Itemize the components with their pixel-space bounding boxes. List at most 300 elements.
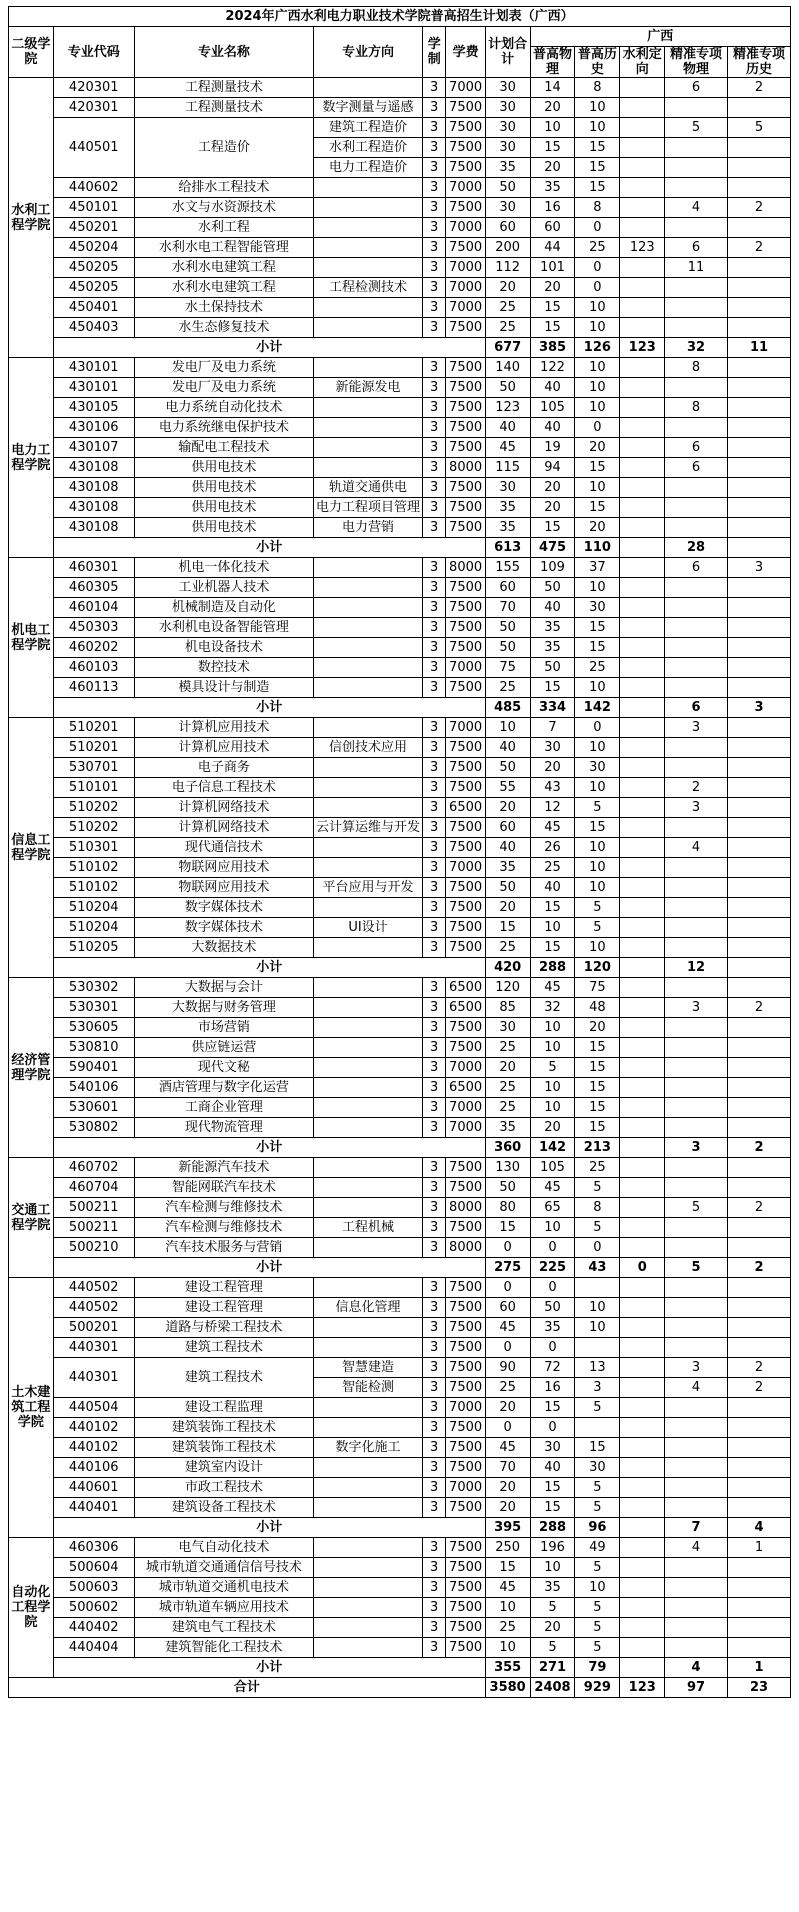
cell-precise-hist <box>727 738 790 758</box>
cell-code: 420301 <box>53 78 134 98</box>
cell-hist: 5 <box>575 1618 620 1638</box>
subtotal-cell: 96 <box>575 1518 620 1538</box>
cell-precise-hist <box>727 1078 790 1098</box>
cell-hist: 15 <box>575 178 620 198</box>
cell-hist: 10 <box>575 98 620 118</box>
cell-direction <box>314 1458 423 1478</box>
cell-plan-total: 60 <box>485 818 530 838</box>
cell-code: 440402 <box>53 1618 134 1638</box>
cell-water <box>620 1358 665 1378</box>
cell-phys: 109 <box>530 558 575 578</box>
cell-water <box>620 1198 665 1218</box>
cell-plan-total: 25 <box>485 678 530 698</box>
college-name: 经济管理学院 <box>9 978 54 1158</box>
cell-precise-phys <box>665 598 728 618</box>
cell-plan-total: 35 <box>485 498 530 518</box>
cell-direction: 电力营销 <box>314 518 423 538</box>
cell-phys: 40 <box>530 878 575 898</box>
cell-precise-phys <box>665 1058 728 1078</box>
subtotal-cell <box>727 538 790 558</box>
cell-fee: 7000 <box>446 78 485 98</box>
subtotal-cell: 79 <box>575 1658 620 1678</box>
cell-phys: 14 <box>530 78 575 98</box>
cell-hist <box>575 1338 620 1358</box>
cell-precise-phys: 5 <box>665 118 728 138</box>
cell-plan-total: 123 <box>485 398 530 418</box>
cell-name: 工程测量技术 <box>134 78 313 98</box>
cell-fee: 7500 <box>446 1638 485 1658</box>
cell-precise-phys <box>665 138 728 158</box>
cell-direction: 智能检测 <box>314 1378 423 1398</box>
cell-plan-total: 20 <box>485 1498 530 1518</box>
cell-fee: 7500 <box>446 1158 485 1178</box>
grand-total-cell: 2408 <box>530 1678 575 1698</box>
cell-water <box>620 1038 665 1058</box>
cell-hist: 15 <box>575 818 620 838</box>
cell-plan-total: 40 <box>485 418 530 438</box>
table-row <box>9 1358 791 1378</box>
table-row <box>9 1558 791 1578</box>
cell-name: 建设工程监理 <box>134 1398 313 1418</box>
cell-precise-phys: 6 <box>665 558 728 578</box>
cell-hist: 30 <box>575 758 620 778</box>
cell-plan-total: 30 <box>485 478 530 498</box>
cell-phys: 19 <box>530 438 575 458</box>
cell-direction <box>314 838 423 858</box>
cell-precise-hist <box>727 898 790 918</box>
cell-direction <box>314 1098 423 1118</box>
cell-precise-phys: 4 <box>665 198 728 218</box>
subtotal-cell <box>620 1138 665 1158</box>
cell-direction <box>314 438 423 458</box>
cell-hist: 0 <box>575 1238 620 1258</box>
subtotal-cell: 271 <box>530 1658 575 1678</box>
cell-water <box>620 1498 665 1518</box>
cell-phys: 10 <box>530 1558 575 1578</box>
cell-years: 3 <box>422 658 446 678</box>
cell-fee: 7500 <box>446 638 485 658</box>
cell-fee: 7500 <box>446 898 485 918</box>
subtotal-cell: 142 <box>575 698 620 718</box>
subtotal-cell: 43 <box>575 1258 620 1278</box>
cell-phys: 40 <box>530 418 575 438</box>
subtotal-row <box>9 1658 791 1678</box>
cell-precise-hist <box>727 1318 790 1338</box>
cell-precise-hist <box>727 618 790 638</box>
cell-name: 工商企业管理 <box>134 1098 313 1118</box>
cell-hist: 5 <box>575 898 620 918</box>
cell-phys: 40 <box>530 378 575 398</box>
cell-years: 3 <box>422 638 446 658</box>
cell-hist: 15 <box>575 1058 620 1078</box>
cell-fee: 7500 <box>446 738 485 758</box>
cell-direction <box>314 898 423 918</box>
cell-name: 计算机应用技术 <box>134 718 313 738</box>
cell-plan-total: 20 <box>485 1058 530 1078</box>
grand-total-cell: 97 <box>665 1678 728 1698</box>
table-row <box>9 398 791 418</box>
cell-precise-hist <box>727 678 790 698</box>
cell-water <box>620 578 665 598</box>
table-row <box>9 1278 791 1298</box>
cell-water <box>620 798 665 818</box>
cell-hist: 30 <box>575 598 620 618</box>
cell-name: 计算机网络技术 <box>134 798 313 818</box>
cell-fee: 8000 <box>446 1238 485 1258</box>
subtotal-cell: 7 <box>665 1518 728 1538</box>
cell-name: 输配电工程技术 <box>134 438 313 458</box>
cell-precise-phys <box>665 638 728 658</box>
cell-years: 3 <box>422 1618 446 1638</box>
cell-years: 3 <box>422 1438 446 1458</box>
cell-fee: 7000 <box>446 718 485 738</box>
cell-phys: 15 <box>530 1478 575 1498</box>
table-row <box>9 1338 791 1358</box>
cell-fee: 7500 <box>446 1178 485 1198</box>
cell-phys: 65 <box>530 1198 575 1218</box>
cell-precise-phys <box>665 1318 728 1338</box>
cell-fee: 7500 <box>446 1278 485 1298</box>
cell-hist: 10 <box>575 1298 620 1318</box>
cell-years: 3 <box>422 358 446 378</box>
cell-plan-total: 40 <box>485 838 530 858</box>
cell-years: 3 <box>422 118 446 138</box>
cell-fee: 7500 <box>446 1338 485 1358</box>
cell-code: 530701 <box>53 758 134 778</box>
cell-water <box>620 1298 665 1318</box>
cell-hist: 10 <box>575 878 620 898</box>
cell-precise-hist <box>727 1498 790 1518</box>
cell-hist: 5 <box>575 1218 620 1238</box>
cell-precise-phys <box>665 1478 728 1498</box>
cell-years: 3 <box>422 258 446 278</box>
header-phys: 普高物理 <box>530 47 575 78</box>
cell-fee: 7000 <box>446 178 485 198</box>
cell-hist: 10 <box>575 358 620 378</box>
cell-plan-total: 90 <box>485 1358 530 1378</box>
cell-code: 510205 <box>53 938 134 958</box>
table-row <box>9 718 791 738</box>
cell-code: 440504 <box>53 1398 134 1418</box>
cell-hist: 15 <box>575 138 620 158</box>
cell-fee: 7500 <box>446 1598 485 1618</box>
cell-plan-total: 20 <box>485 798 530 818</box>
header-college: 二级学院 <box>9 27 54 78</box>
cell-precise-hist <box>727 1598 790 1618</box>
cell-precise-hist <box>727 658 790 678</box>
cell-years: 3 <box>422 1538 446 1558</box>
table-row <box>9 818 791 838</box>
college-name: 机电工程学院 <box>9 558 54 718</box>
cell-direction <box>314 1558 423 1578</box>
cell-direction <box>314 1018 423 1038</box>
cell-years: 3 <box>422 998 446 1018</box>
cell-precise-phys <box>665 658 728 678</box>
cell-code: 430108 <box>53 498 134 518</box>
cell-precise-phys <box>665 1598 728 1618</box>
cell-direction <box>314 78 423 98</box>
cell-water <box>620 918 665 938</box>
cell-water <box>620 1438 665 1458</box>
cell-hist: 15 <box>575 1038 620 1058</box>
cell-water <box>620 598 665 618</box>
subtotal-cell: 677 <box>485 338 530 358</box>
cell-precise-hist <box>727 1298 790 1318</box>
cell-hist: 15 <box>575 158 620 178</box>
table-row <box>9 318 791 338</box>
cell-phys: 5 <box>530 1598 575 1618</box>
cell-years: 3 <box>422 1118 446 1138</box>
cell-code: 460301 <box>53 558 134 578</box>
cell-water <box>620 278 665 298</box>
cell-phys: 40 <box>530 598 575 618</box>
table-row <box>9 378 791 398</box>
cell-fee: 7000 <box>446 1058 485 1078</box>
table-row <box>9 1238 791 1258</box>
cell-plan-total: 30 <box>485 1018 530 1038</box>
cell-code: 440401 <box>53 1498 134 1518</box>
cell-direction <box>314 1398 423 1418</box>
cell-years: 3 <box>422 478 446 498</box>
grand-total-cell: 23 <box>727 1678 790 1698</box>
cell-name: 大数据技术 <box>134 938 313 958</box>
cell-precise-hist <box>727 1238 790 1258</box>
cell-precise-hist <box>727 1458 790 1478</box>
cell-phys: 10 <box>530 1078 575 1098</box>
cell-code: 450403 <box>53 318 134 338</box>
cell-name: 汽车技术服务与营销 <box>134 1238 313 1258</box>
cell-water <box>620 858 665 878</box>
cell-plan-total: 15 <box>485 918 530 938</box>
cell-code: 430101 <box>53 358 134 378</box>
table-row <box>9 478 791 498</box>
cell-name: 建筑室内设计 <box>134 1458 313 1478</box>
cell-precise-phys <box>665 1498 728 1518</box>
cell-hist: 10 <box>575 858 620 878</box>
cell-name: 电子商务 <box>134 758 313 778</box>
cell-years: 3 <box>422 1158 446 1178</box>
cell-hist: 37 <box>575 558 620 578</box>
cell-fee: 7500 <box>446 1498 485 1518</box>
cell-years: 3 <box>422 978 446 998</box>
cell-name: 数字媒体技术 <box>134 898 313 918</box>
cell-phys: 0 <box>530 1418 575 1438</box>
cell-fee: 7500 <box>446 1378 485 1398</box>
cell-name: 模具设计与制造 <box>134 678 313 698</box>
cell-plan-total: 25 <box>485 1078 530 1098</box>
cell-precise-hist <box>727 518 790 538</box>
cell-direction <box>314 558 423 578</box>
cell-name: 电力系统自动化技术 <box>134 398 313 418</box>
cell-precise-hist <box>727 798 790 818</box>
cell-direction <box>314 658 423 678</box>
cell-fee: 7500 <box>446 818 485 838</box>
table-row <box>9 358 791 378</box>
cell-years: 3 <box>422 1098 446 1118</box>
cell-precise-phys <box>665 878 728 898</box>
cell-plan-total: 80 <box>485 1198 530 1218</box>
cell-precise-hist <box>727 938 790 958</box>
cell-precise-hist <box>727 718 790 738</box>
cell-direction <box>314 1278 423 1298</box>
cell-plan-total: 50 <box>485 638 530 658</box>
subtotal-cell: 11 <box>727 338 790 358</box>
cell-fee: 7500 <box>446 378 485 398</box>
cell-phys: 15 <box>530 678 575 698</box>
cell-precise-phys <box>665 1078 728 1098</box>
cell-water <box>620 1058 665 1078</box>
cell-hist: 3 <box>575 1378 620 1398</box>
cell-hist: 15 <box>575 498 620 518</box>
cell-name: 城市轨道车辆应用技术 <box>134 1598 313 1618</box>
cell-precise-hist <box>727 858 790 878</box>
cell-precise-hist: 2 <box>727 198 790 218</box>
cell-years: 3 <box>422 578 446 598</box>
cell-direction <box>314 998 423 1018</box>
cell-water <box>620 678 665 698</box>
cell-name: 现代物流管理 <box>134 1118 313 1138</box>
cell-precise-phys <box>665 1298 728 1318</box>
cell-plan-total: 25 <box>485 1098 530 1118</box>
cell-precise-phys <box>665 1278 728 1298</box>
table-row <box>9 518 791 538</box>
cell-precise-hist <box>727 358 790 378</box>
cell-code: 450101 <box>53 198 134 218</box>
cell-fee: 7000 <box>446 218 485 238</box>
cell-direction: 建筑工程造价 <box>314 118 423 138</box>
cell-fee: 7000 <box>446 658 485 678</box>
cell-code: 500603 <box>53 1578 134 1598</box>
cell-code: 530301 <box>53 998 134 1018</box>
table-row <box>9 258 791 278</box>
header-years: 学制 <box>422 27 446 78</box>
subtotal-cell: 32 <box>665 338 728 358</box>
table-row <box>9 758 791 778</box>
cell-plan-total: 115 <box>485 458 530 478</box>
cell-years: 3 <box>422 498 446 518</box>
college-name: 土木建筑工程学院 <box>9 1278 54 1538</box>
cell-plan-total: 50 <box>485 1178 530 1198</box>
cell-water <box>620 1238 665 1258</box>
cell-plan-total: 250 <box>485 1538 530 1558</box>
cell-water <box>620 258 665 278</box>
cell-name: 机电设备技术 <box>134 638 313 658</box>
cell-precise-hist <box>727 638 790 658</box>
cell-direction <box>314 1078 423 1098</box>
cell-precise-hist: 1 <box>727 1538 790 1558</box>
cell-direction <box>314 178 423 198</box>
cell-code: 500201 <box>53 1318 134 1338</box>
table-row <box>9 1458 791 1478</box>
cell-name: 水利水电建筑工程 <box>134 258 313 278</box>
subtotal-label: 小计 <box>53 1658 485 1678</box>
cell-fee: 7000 <box>446 258 485 278</box>
cell-plan-total: 45 <box>485 1318 530 1338</box>
cell-water <box>620 838 665 858</box>
cell-hist: 15 <box>575 638 620 658</box>
table-row <box>9 1198 791 1218</box>
cell-plan-total: 30 <box>485 78 530 98</box>
cell-precise-hist <box>727 918 790 938</box>
cell-name: 工程测量技术 <box>134 98 313 118</box>
subtotal-cell: 4 <box>665 1658 728 1678</box>
cell-name: 建筑智能化工程技术 <box>134 1638 313 1658</box>
subtotal-cell: 4 <box>727 1518 790 1538</box>
cell-fee: 7500 <box>446 1538 485 1558</box>
cell-plan-total: 35 <box>485 1118 530 1138</box>
cell-direction <box>314 1238 423 1258</box>
header-hist: 普高历史 <box>575 47 620 78</box>
cell-direction <box>314 218 423 238</box>
cell-water <box>620 1158 665 1178</box>
cell-water <box>620 1418 665 1438</box>
cell-phys: 5 <box>530 1058 575 1078</box>
table-row <box>9 1618 791 1638</box>
cell-precise-hist <box>727 1038 790 1058</box>
cell-years: 3 <box>422 1478 446 1498</box>
cell-years: 3 <box>422 1038 446 1058</box>
cell-plan-total: 45 <box>485 1438 530 1458</box>
cell-fee: 7500 <box>446 618 485 638</box>
cell-precise-hist <box>727 1578 790 1598</box>
cell-precise-hist: 2 <box>727 998 790 1018</box>
subtotal-label: 小计 <box>53 958 485 978</box>
header-precise-hist: 精准专项历史 <box>727 47 790 78</box>
cell-phys: 20 <box>530 98 575 118</box>
cell-phys: 35 <box>530 178 575 198</box>
cell-direction: UI设计 <box>314 918 423 938</box>
subtotal-label: 小计 <box>53 1258 485 1278</box>
cell-precise-phys <box>665 378 728 398</box>
cell-precise-hist <box>727 458 790 478</box>
cell-precise-phys: 3 <box>665 718 728 738</box>
cell-name: 电子信息工程技术 <box>134 778 313 798</box>
cell-hist: 0 <box>575 258 620 278</box>
cell-precise-hist <box>727 1158 790 1178</box>
cell-name: 电力系统继电保护技术 <box>134 418 313 438</box>
subtotal-label: 小计 <box>53 538 485 558</box>
cell-hist: 5 <box>575 1498 620 1518</box>
cell-precise-hist: 2 <box>727 78 790 98</box>
subtotal-row <box>9 698 791 718</box>
cell-hist: 49 <box>575 1538 620 1558</box>
cell-water <box>620 1318 665 1338</box>
cell-fee: 7000 <box>446 298 485 318</box>
cell-water <box>620 818 665 838</box>
cell-water <box>620 1278 665 1298</box>
cell-precise-hist <box>727 818 790 838</box>
cell-direction <box>314 1158 423 1178</box>
cell-years: 3 <box>422 1298 446 1318</box>
cell-phys: 15 <box>530 518 575 538</box>
cell-code: 460113 <box>53 678 134 698</box>
cell-phys: 0 <box>530 1278 575 1298</box>
cell-water <box>620 78 665 98</box>
cell-precise-hist <box>727 838 790 858</box>
cell-direction: 工程检测技术 <box>314 278 423 298</box>
grand-total-cell: 123 <box>620 1678 665 1698</box>
cell-precise-phys <box>665 618 728 638</box>
table-row <box>9 278 791 298</box>
subtotal-cell <box>727 958 790 978</box>
subtotal-cell: 110 <box>575 538 620 558</box>
cell-fee: 7000 <box>446 1398 485 1418</box>
cell-years: 3 <box>422 798 446 818</box>
cell-code: 450205 <box>53 278 134 298</box>
subtotal-cell: 288 <box>530 958 575 978</box>
cell-precise-phys: 6 <box>665 238 728 258</box>
college-name: 电力工程学院 <box>9 358 54 558</box>
